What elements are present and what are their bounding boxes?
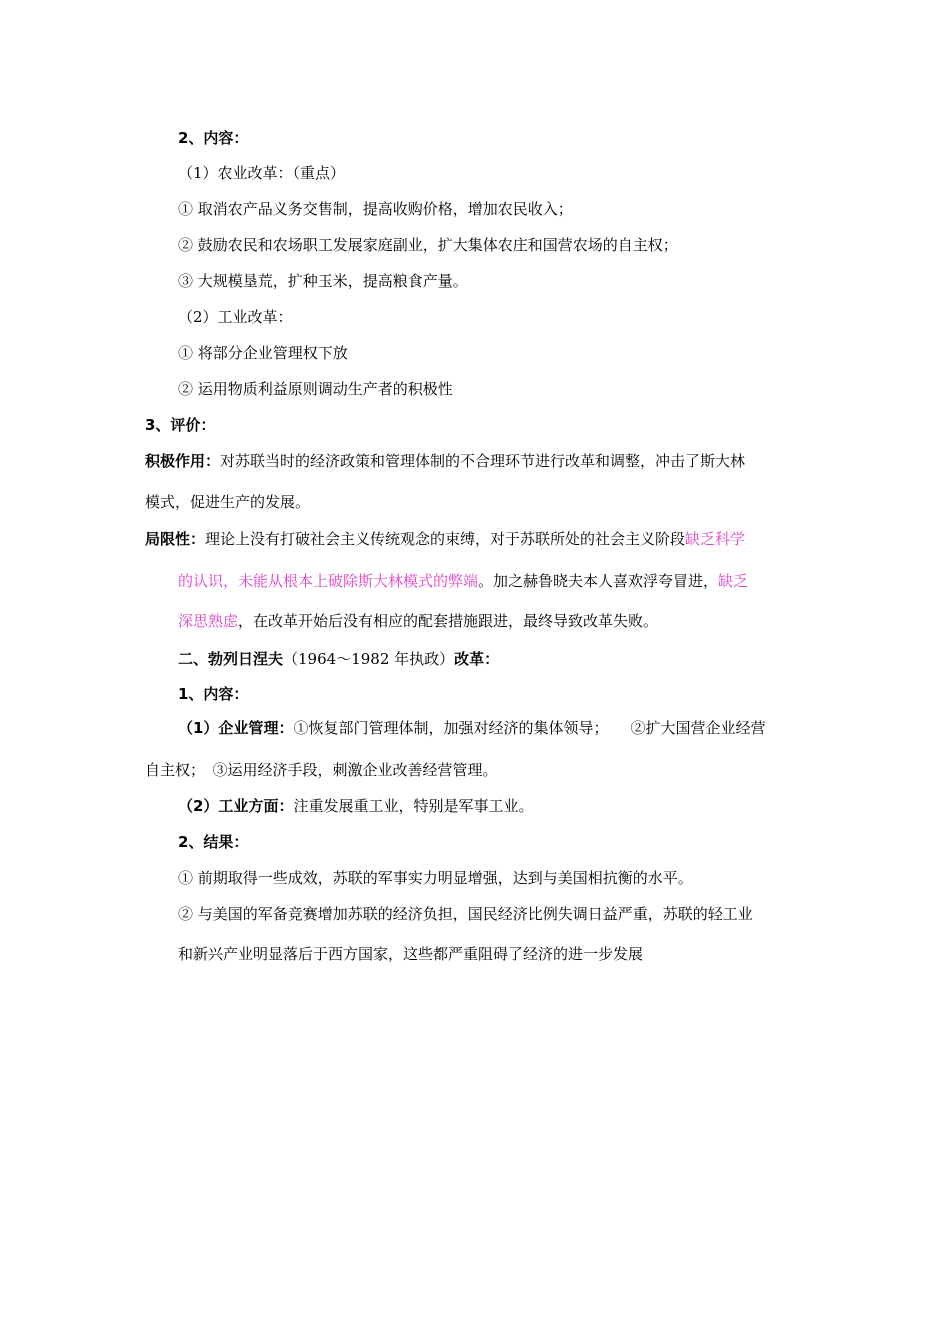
agri-reform-title: （1）农业改革：（重点） xyxy=(178,164,346,182)
enterprise-label: （1）企业管理： xyxy=(178,719,294,737)
result-item-2b: 和新兴产业明显落后于西方国家，这些都严重阻碍了经济的进一步发展 xyxy=(178,945,644,963)
brezhnev-heading-content: 1、内容： xyxy=(178,685,249,703)
section-title-brezhnev xyxy=(178,649,499,669)
positive-line-1 xyxy=(145,451,745,471)
ind-reform-item-1: ① 将部分企业管理权下放 xyxy=(178,344,348,362)
limitation-highlight-3: 缺乏 xyxy=(718,572,749,590)
section-heading-evaluation: 3、评价： xyxy=(145,416,216,434)
positive-text-2: 模式，促进生产的发展。 xyxy=(145,493,311,511)
enterprise-text-1a: ①恢复部门管 xyxy=(293,719,384,737)
enterprise-text-1b: 理体制，加强对经济的集体领导； xyxy=(383,719,609,737)
limitation-highlight-4: 深思熟虑 xyxy=(178,612,239,630)
enterprise-line-1 xyxy=(178,718,766,738)
enterprise-text-2: 自主权； ③运用经济手段，刺激企业改善经营管理。 xyxy=(145,761,498,779)
limitation-line-3 xyxy=(178,611,658,631)
brezhnev-heading-result: 2、结果： xyxy=(178,833,249,851)
result-item-1: ① 前期取得一些成效，苏联的军事实力明显增强，达到与美国相抗衡的水平。 xyxy=(178,869,693,887)
result-item-2a: ② 与美国的军备竞赛增加苏联的经济负担，国民经济比例失调日益严重，苏联的轻工业 xyxy=(178,905,753,923)
limitation-highlight-1: 缺乏科学 xyxy=(685,530,746,548)
limitation-text-2b: 。加之赫鲁晓夫本人喜欢浮夸冒进， xyxy=(478,572,719,590)
agri-reform-item-1: ① 取消农产品义务交售制，提高收购价格，增加农民收入； xyxy=(178,200,573,218)
section-heading-content: 2、内容： xyxy=(178,129,249,147)
enterprise-text-1c: ② xyxy=(630,719,646,737)
positive-label: 积极作用： xyxy=(145,452,221,470)
limitation-text-3b: ，在改革开始后没有相应的配套措施跟进，最终导致改革失败。 xyxy=(238,612,659,630)
industry-line xyxy=(178,796,533,816)
brezhnev-title-c: 改革： xyxy=(454,650,500,668)
brezhnev-title-b: （1964～1982 年执政） xyxy=(283,650,455,668)
limitation-line-2 xyxy=(178,571,748,591)
industry-text: 注重发展重工业，特别是军事工业。 xyxy=(293,797,534,815)
industry-label: （2）工业方面： xyxy=(178,797,294,815)
limitation-highlight-2: 的认识，未能从根本上破除斯大林模式的弊端 xyxy=(178,572,479,590)
limitation-label: 局限性： xyxy=(145,530,206,548)
ind-reform-item-2: ② 运用物质利益原则调动生产者的积极性 xyxy=(178,380,453,398)
ind-reform-title: （2）工业改革： xyxy=(178,308,293,326)
agri-reform-item-2: ② 鼓励农民和农场职工发展家庭副业，扩大集体农庄和国营农场的自主权； xyxy=(178,236,678,254)
enterprise-text-1d: 扩大国营企业经营 xyxy=(645,719,766,737)
positive-text-1: 对苏联当时的经济政策和管理体制的不合理环节进行改革和调整，冲击了斯大林 xyxy=(220,452,746,470)
limitation-text-1a: 理论上没有打破社会主义传统观念的束缚，对于苏联所处的社会主义阶段 xyxy=(205,530,686,548)
limitation-line-1 xyxy=(145,529,745,549)
brezhnev-title-a: 二、勃列日涅夫 xyxy=(178,650,284,668)
agri-reform-item-3: ③ 大规模垦荒，扩种玉米，提高粮食产量。 xyxy=(178,272,468,290)
